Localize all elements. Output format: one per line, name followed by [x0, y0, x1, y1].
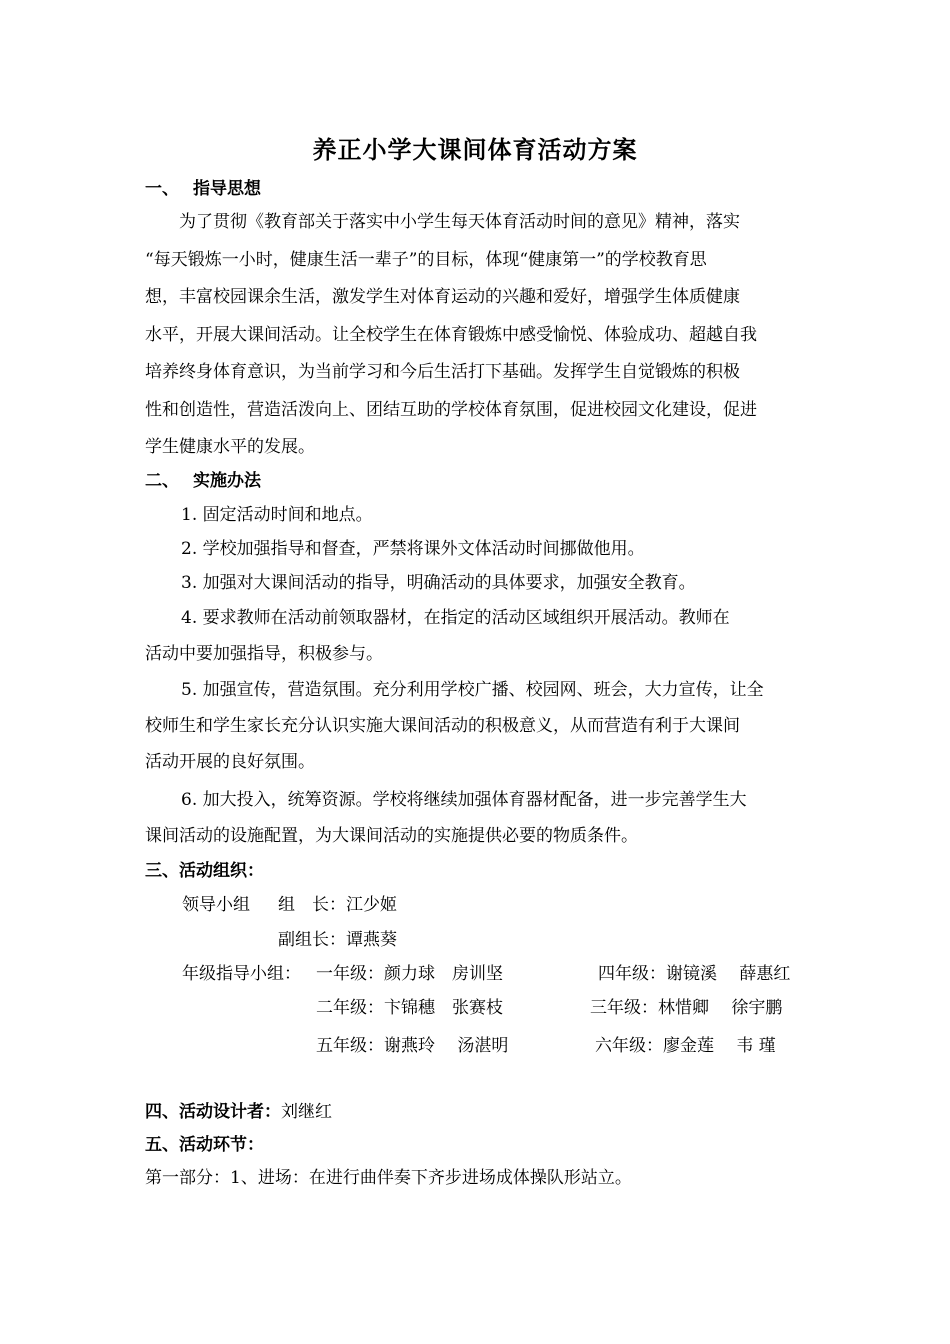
- list-item: [145, 672, 810, 780]
- section-heading-organization: 三、活动组织：: [145, 861, 264, 881]
- list-item-text: 活动中要加强指导，积极参与。: [145, 644, 383, 664]
- section-heading-designer: 四、活动设计者：: [145, 1102, 281, 1122]
- section-title: 指导思想: [193, 179, 261, 199]
- list-item-text: 活动开展的良好氛围。: [145, 752, 315, 772]
- grade-group-label: 年级指导小组：: [182, 964, 301, 984]
- grade-4-line: 四年级：谢镜溪 薛惠红: [598, 964, 791, 984]
- activity-step-line: 第一部分：1、进场：在进行曲伴奏下齐步进场成体操队形站立。: [145, 1168, 632, 1188]
- list-item-text: 校师生和学生家长充分认识实施大课间活动的积极意义，从而营造有利于大课间: [145, 716, 740, 736]
- leader-line: 组 长：江少姬: [278, 895, 397, 915]
- list-item-text: 6. 加大投入，统筹资源。学校将继续加强体育器材配备，进一步完善学生大: [181, 790, 747, 810]
- list-item-text: 3. 加强对大课间活动的指导，明确活动的具体要求，加强安全教育。: [181, 573, 696, 593]
- list-item-text: 课间活动的设施配置，为大课间活动的实施提供必要的物质条件。: [145, 826, 638, 846]
- list-item: [145, 531, 810, 567]
- grade-1-line: 一年级：颜力球 房训坚: [316, 964, 503, 984]
- list-item-text: 1. 固定活动时间和地点。: [181, 505, 373, 525]
- list-item: [145, 565, 810, 601]
- list-item: [145, 600, 810, 672]
- section-number: 二、: [145, 471, 179, 491]
- section-designer: [145, 1099, 332, 1125]
- grade-5-line: 五年级：谢燕玲 汤湛明: [316, 1036, 509, 1056]
- section-heading-activity-steps: 五、活动环节：: [145, 1135, 264, 1155]
- section-heading-guiding-ideology: [145, 176, 261, 202]
- vice-leader-line: 副组长：谭燕葵: [278, 930, 397, 950]
- paragraph-line: 学生健康水平的发展。: [145, 437, 315, 457]
- section-number: 一、: [145, 179, 179, 199]
- list-item-text: 2. 学校加强指导和督查，严禁将课外文体活动时间挪做他用。: [181, 539, 645, 559]
- paragraph-line: 性和创造性，营造活泼向上、团结互助的学校体育氛围，促进校园文化建设，促进: [145, 399, 757, 420]
- designer-name: 刘继红: [281, 1102, 332, 1122]
- list-item-text: 5. 加强宣传，营造氛围。充分利用学校广播、校园网、班会，大力宣传，让全: [181, 680, 764, 700]
- paragraph-line: 为了贯彻《教育部关于落实中小学生每天体育活动时间的意见》精神，落实: [179, 212, 740, 232]
- section-heading-implementation: [145, 468, 261, 494]
- list-item: [145, 782, 810, 854]
- paragraph-line: 水平，开展大课间活动。让全校学生在体育锻炼中感受愉悦、体验成功、超越自我: [145, 324, 757, 345]
- list-item-text: 4. 要求教师在活动前领取器材，在指定的活动区域组织开展活动。教师在: [181, 608, 730, 628]
- section-title: 实施办法: [193, 471, 261, 491]
- grade-6-line: 六年级：廖金莲 韦 瑾: [595, 1036, 776, 1056]
- paragraph-line: 想，丰富校园课余生活，激发学生对体育运动的兴趣和爱好，增强学生体质健康: [145, 287, 740, 307]
- list-item: [145, 497, 810, 533]
- paragraph-line: “每天锻炼一小时，健康生活一辈子”的目标，体现“健康第一”的学校教育思: [145, 249, 707, 270]
- grade-3-line: 三年级：林惜卿 徐宇鹏: [590, 998, 783, 1018]
- document-title: 养正小学大课间体育活动方案: [312, 136, 638, 164]
- leader-group-label: 领导小组: [182, 895, 250, 915]
- section-body-guiding-ideology: [145, 204, 810, 467]
- paragraph-line: 培养终身体育意识，为当前学习和今后生活打下基础。发挥学生自觉锻炼的积极: [145, 362, 740, 382]
- grade-2-line: 二年级：卞锦穗 张赛枝: [316, 998, 503, 1018]
